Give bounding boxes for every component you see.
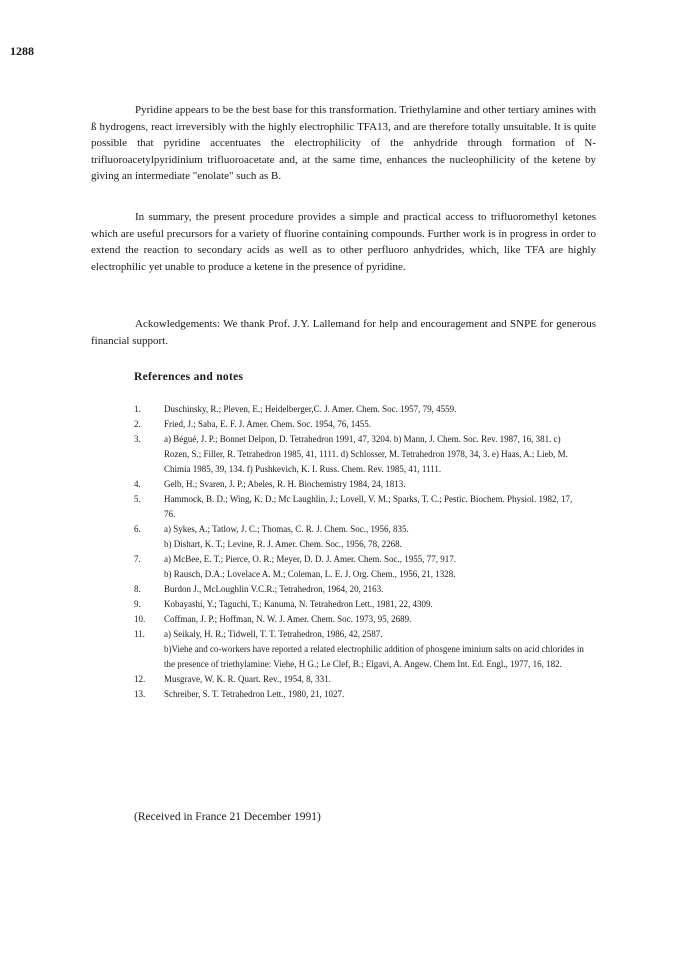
reference-item <box>134 672 584 687</box>
reference-number: 4. <box>134 479 141 489</box>
reference-text: Musgrave, W. K. R. Quart. Rev., 1954, 8, 331. <box>164 674 331 684</box>
reference-item <box>134 522 584 552</box>
reference-item <box>134 687 584 702</box>
references-heading: References and notes <box>134 371 244 383</box>
reference-number: 13. <box>134 689 146 699</box>
reference-number: 2. <box>134 419 141 429</box>
reference-number: 1. <box>134 404 141 414</box>
reference-text: Kobayashi, Y.; Taguchi, T.; Kanuma, N. Tetrahedron Lett., 1981, 22, 4309. <box>164 599 433 609</box>
reference-text: Gelb, H.; Svaren, J. P.; Abeles, R. H. Biochemistry 1984, 24, 1813. <box>164 479 406 489</box>
paragraph-summary <box>91 209 596 275</box>
reference-item <box>134 612 584 627</box>
paragraph-pyridine <box>91 102 596 185</box>
page-number: 1288 <box>10 44 34 58</box>
reference-item <box>134 477 584 492</box>
reference-text: a) Sykes, A.; Tatlow, J. C.; Thomas, C. R. J. Chem. Soc., 1956, 835. <box>164 524 409 534</box>
references-list <box>134 402 584 702</box>
reference-item <box>134 417 584 432</box>
reference-text: a) Bégué, J. P.; Bonnet Delpon, D. Tetrahedron 1991, 47, 3204. b) Mann, J. Chem. Soc. Rev. 1987, 16, 381. c) Rozen, S.; Filler, R. Tetrahedron 1985, 41, 1111. d) Schlosser, M. Tetrahedron 1978, 34, 3. e) Haas, A.; Lieb, M. Chimia 1985, 39, 134. f) Pushkevich, K. I. Russ. Chem. Rev. 1985, 41, 1111. <box>164 434 568 474</box>
reference-number: 6. <box>134 524 141 534</box>
reference-number: 9. <box>134 599 141 609</box>
reference-text: Fried, J.; Saba, E. F. J. Amer. Chem. Soc. 1954, 76, 1455. <box>164 419 372 429</box>
reference-text: a) McBee, E. T.; Pierce, O. R.; Meyer, D. D. J. Amer. Chem. Soc., 1955, 77, 917. <box>164 554 457 564</box>
paragraph-text: Pyridine appears to be the best base for this transformation. Triethylamine and other tertiary amines with ß hydrogens, react irreversibly with the highly electrophilic TFA13, and are therefore totally unsuitable. It is quite possible that pyridine accentuates the electrophilicity of the anhydride through formation of N-trifluoroacetylpyridinium trifluoroacetate and, at the same time, enhances the nucleophilicity of the ketene by giving an intermediate "enolate" such as B. <box>91 104 596 182</box>
paragraph-acknowledgements <box>91 316 596 349</box>
reference-number: 7. <box>134 554 141 564</box>
received-date: (Received in France 21 December 1991) <box>134 811 321 823</box>
reference-text: b)Viehe and co-workers have reported a related electrophilic addition of phosgene iminium salts on acid chlorides in the presence of triethylamine: Viehe, H G.; Le Clef, B.; Elgavi, A. Angew. Chem Int. Ed. Engl., 1977, 16, 182. <box>164 644 584 669</box>
reference-number: 10. <box>134 614 146 624</box>
reference-number: 5. <box>134 494 141 504</box>
reference-text: Hammock, B. D.; Wing, K. D.; Mc Laughlin, J.; Lovell, V. M.; Sparks, T. C.; Pestic. Biochem. Physiol. 1982, 17, 76. <box>164 494 573 519</box>
reference-text: b) Rausch, D.A.; Lovelace A. M.; Coleman, L. E. J. Org. Chem., 1956, 21, 1328. <box>164 569 456 579</box>
reference-number: 8. <box>134 584 141 594</box>
paragraph-text: Ackowledgements: We thank Prof. J.Y. Lallemand for help and encouragement and SNPE for generous financial support. <box>91 318 596 347</box>
reference-text: Burdon J., McLoughlin V.C.R.; Tetrahedron, 1964, 20, 2163. <box>164 584 384 594</box>
reference-text: a) Seikaly, H. R.; Tidwell, T. T. Tetrahedron, 1986, 42, 2587. <box>164 629 383 639</box>
reference-text: Schreiber, S. T. Tetrahedron Lett., 1980, 21, 1027. <box>164 689 345 699</box>
paragraph-text: In summary, the present procedure provides a simple and practical access to trifluoromethyl ketones which are useful precursors for a variety of fluorine containing compounds. Further work is in progress in order to extend the reaction to secondary acids as well as to other perfluoro anhydrides, which, like TFA are highly electrophilic yet unable to produce a ketene in the presence of pyridine. <box>91 211 596 273</box>
reference-text: Duschinsky, R.; Pleven, E.; Heidelberger,C. J. Amer. Chem. Soc. 1957, 79, 4559. <box>164 404 457 414</box>
reference-text: b) Dishart, K. T.; Levine, R. J. Amer. Chem. Soc., 1956, 78, 2268. <box>164 539 402 549</box>
reference-item <box>134 582 584 597</box>
reference-item <box>134 402 584 417</box>
reference-number: 3. <box>134 434 141 444</box>
reference-number: 12. <box>134 674 146 684</box>
reference-item <box>134 432 584 477</box>
reference-item <box>134 627 584 672</box>
reference-item <box>134 552 584 582</box>
reference-item <box>134 492 584 522</box>
reference-item <box>134 597 584 612</box>
reference-number: 11. <box>134 629 145 639</box>
reference-text: Coffman, J. P.; Hoffman, N. W. J. Amer. Chem. Soc. 1973, 95, 2689. <box>164 614 412 624</box>
